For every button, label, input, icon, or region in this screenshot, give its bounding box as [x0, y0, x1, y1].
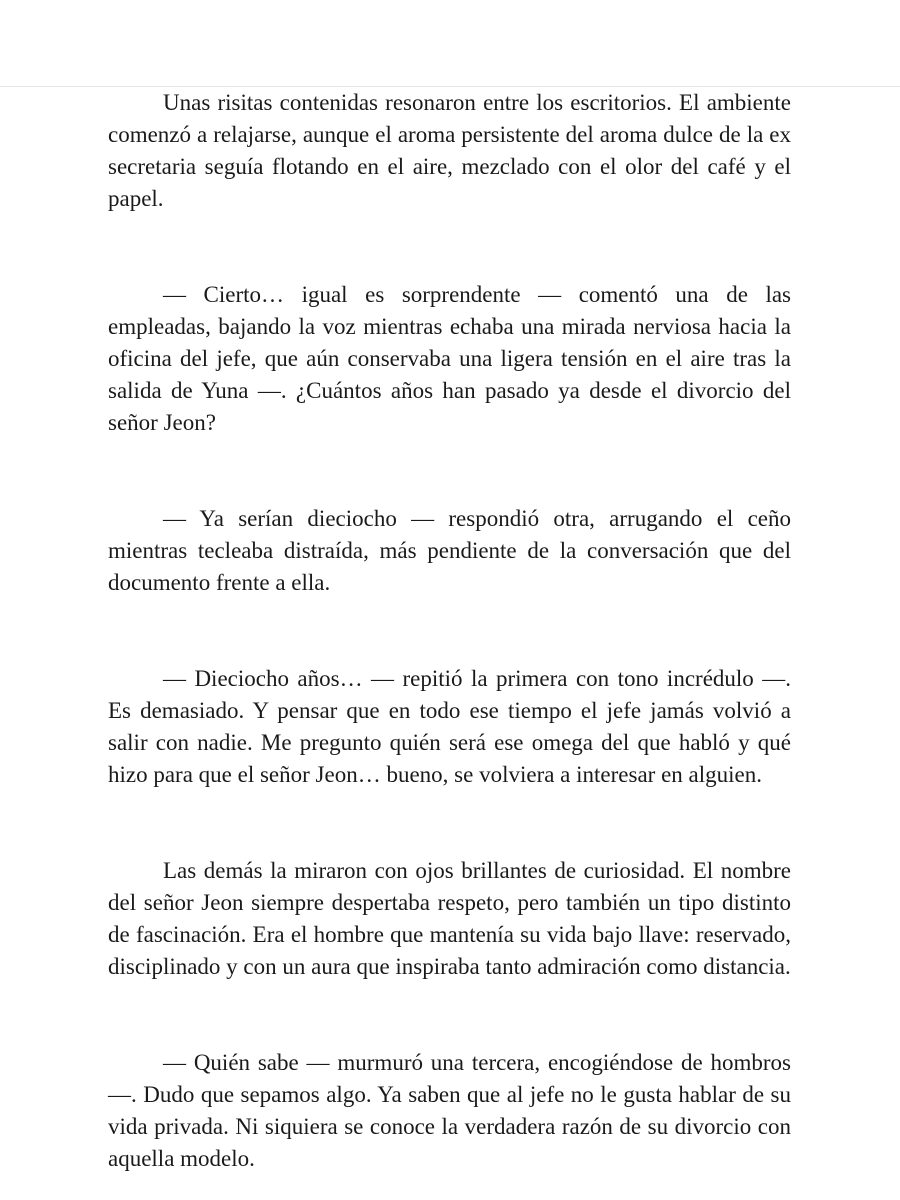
paragraph-4: — Dieciocho años… — repitió la primera con tono incrédulo —. Es demasiado. Y pensar que en todo ese tiempo el jefe jamás volvió a salir con nadie. Me pregunto quién será ese omega del que habló y qué hizo para que el señor Jeon… bueno, se volviera a interesar en alguien.: [108, 666, 791, 787]
paragraph-3: — Ya serían dieciocho — respondió otra, arrugando el ceño mientras tecleaba distraída, más pendiente de la conversación que del documento frente a ella.: [108, 506, 791, 595]
paragraph-1: Unas risitas contenidas resonaron entre los escritorios. El ambiente comenzó a relajarse, aunque el aroma persistente del aroma dulce de la ex secretaria seguía flotando en el aire, mezclado con el olor del café y el papel.: [108, 90, 791, 211]
paragraph-2: — Cierto… igual es sorprendente — comentó una de las empleadas, bajando la voz mientras echaba una mirada nerviosa hacia la oficina del jefe, que aún conservaba una ligera tensión en el aire tras la salida de Yuna —. ¿Cuántos años han pasado ya desde el divorcio del señor Jeon?: [108, 282, 791, 435]
paragraph-spacer: [108, 791, 791, 855]
paragraph-spacer: [108, 599, 791, 663]
top-margin-band: [0, 0, 900, 87]
paragraph-spacer: [108, 439, 791, 503]
text-column: [108, 87, 791, 1175]
paragraph-6: — Quién sabe — murmuró una tercera, encogiéndose de hombros —. Dudo que sepamos algo. Ya saben que al jefe no le gusta hablar de su vida privada. Ni siquiera se conoce la verdadera razón de su divorcio con aquella modelo.: [108, 1050, 791, 1171]
paragraph-spacer: [108, 983, 791, 1047]
paragraph-5: Las demás la miraron con ojos brillantes de curiosidad. El nombre del señor Jeon siempre despertaba respeto, pero también un tipo distinto de fascinación. Era el hombre que mantenía su vida bajo llave: reservado, disciplinado y con un aura que inspiraba tanto admiración como distancia.: [108, 858, 791, 979]
document-page[interactable]: [0, 87, 900, 1200]
paragraph-spacer: [108, 215, 791, 279]
